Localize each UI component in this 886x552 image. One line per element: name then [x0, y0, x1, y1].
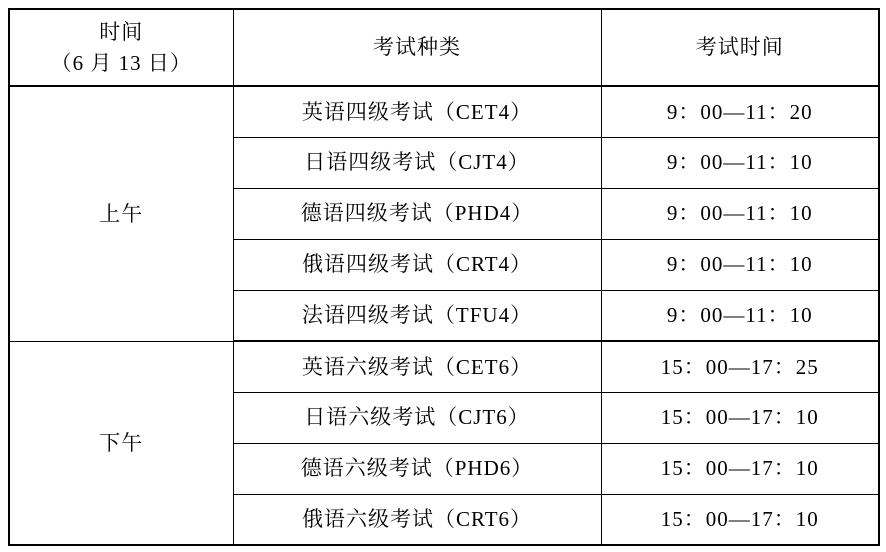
table-header: [9, 9, 879, 86]
exam-type-cell: 德语六级考试（PHD6）: [233, 443, 601, 494]
exam-type-cell: 英语四级考试（CET4）: [233, 86, 601, 137]
exam-type-cell: 日语六级考试（CJT6）: [233, 392, 601, 443]
section-label-morning: 上午: [9, 86, 233, 341]
exam-time-cell: 9：00—11：10: [601, 239, 879, 290]
table-row: [9, 86, 879, 137]
exam-type-cell: 俄语六级考试（CRT6）: [233, 494, 601, 545]
header-cell-exam-type: 考试种类: [233, 9, 601, 86]
exam-time-cell: 15：00—17：10: [601, 494, 879, 545]
header-cell-exam-time: 考试时间: [601, 9, 879, 86]
table-body: [9, 86, 879, 545]
header-row: [9, 9, 879, 86]
table-row: [9, 341, 879, 392]
exam-schedule-table: [8, 8, 880, 546]
exam-time-cell: 9：00—11：10: [601, 137, 879, 188]
exam-time-cell: 15：00—17：10: [601, 443, 879, 494]
header-time-date: （6 月 13 日）: [50, 50, 192, 75]
exam-time-cell: 15：00—17：10: [601, 392, 879, 443]
exam-type-cell: 俄语四级考试（CRT4）: [233, 239, 601, 290]
header-cell-time: [9, 9, 233, 86]
exam-type-cell: 法语四级考试（TFU4）: [233, 290, 601, 341]
section-label-afternoon: 下午: [9, 341, 233, 545]
header-time-label: 时间: [99, 20, 144, 45]
exam-type-cell: 英语六级考试（CET6）: [233, 341, 601, 392]
exam-time-cell: 9：00—11：10: [601, 290, 879, 341]
exam-time-cell: 9：00—11：10: [601, 188, 879, 239]
exam-type-cell: 日语四级考试（CJT4）: [233, 137, 601, 188]
exam-type-cell: 德语四级考试（PHD4）: [233, 188, 601, 239]
exam-time-cell: 9：00—11：20: [601, 86, 879, 137]
exam-time-cell: 15：00—17：25: [601, 341, 879, 392]
